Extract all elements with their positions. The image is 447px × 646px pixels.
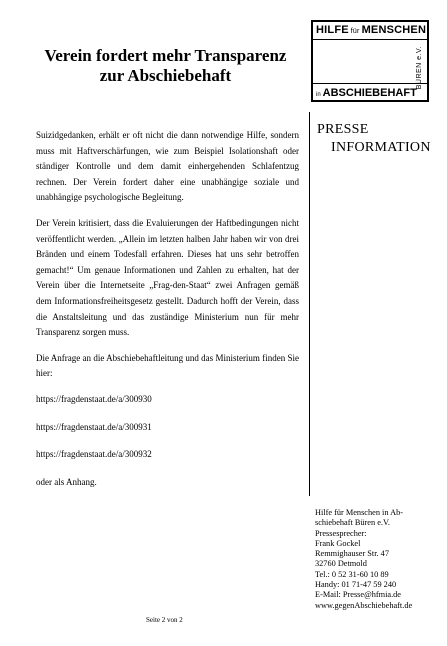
logo-word-hilfe: HILFE [316, 24, 349, 36]
logo-word-menschen: MENSCHEN [361, 24, 427, 36]
contact-email[interactable]: E-Mail: Presse@hfmia.de [315, 590, 401, 600]
request-link-1[interactable]: https://fragdenstaat.de/a/300930 [36, 393, 152, 404]
contact-role: Pressesprecher: [315, 528, 367, 538]
logo-rule-bottom [313, 83, 427, 84]
contact-website[interactable]: www.gegenAbschiebehaft.de [315, 600, 413, 610]
request-link-2[interactable]: https://fragdenstaat.de/a/300931 [36, 421, 152, 432]
organization-logo [311, 20, 429, 102]
paragraph-1: Suizidgedanken, erhält er oft nicht die dann notwendige Hilfe, sondern muss mit Haftverschärfungen, wie zum Beispiel Isolationshaft oder ständiger Kontrolle und dem damit einhergehenden Schlafentzug rechnen. Der Verein fordert daher eine unabhängige soziale und unabhängige psychologische Begleitung. [36, 130, 299, 203]
press-label-line-1: PRESSE [317, 122, 369, 137]
logo-bottom-text [316, 87, 417, 99]
logo-vertical-text: BÜREN e.V. [416, 46, 423, 90]
contact-city: 32760 Detmold [315, 559, 367, 569]
contact-block [315, 508, 443, 611]
contact-org-line-1: Hilfe für Menschen in Ab- [315, 508, 404, 517]
page-number: Seite 2 von 2 [146, 616, 183, 624]
request-link-3[interactable]: https://fragdenstaat.de/a/300932 [36, 449, 152, 460]
headline-line-2: zur Abschiebehaft [99, 66, 232, 85]
article-body [36, 128, 299, 500]
logo-word-abschiebehaft: ABSCHIEBEHAFT [322, 87, 417, 99]
press-label-line-2: INFORMATION [331, 140, 431, 155]
sidebar-divider [309, 112, 310, 496]
paragraph-4: oder als Anhang. [36, 476, 97, 487]
contact-mobile: Handy: 01 71-47 59 240 [315, 580, 397, 590]
logo-top-text [316, 24, 426, 36]
paragraph-2: Der Verein kritisiert, dass die Evaluierungen der Haftbedingungen nicht veröffentlicht werden. „Allein im letzten halben Jahr haben wir von drei Bränden und einem Todesfall erfahren. Dieses hat uns sehr betroffen gemacht!“ Um genaue Informationen und Zahlen zu erhalten, hat der Verein über die Internetseite „Frag-den-Staat“ zwei Anfragen gemäß dem Informationsfreiheitsgesetz gestellt. Dadurch hofft der Verein, dass die Anstaltsleitung und das zuständige Ministerium nun für mehr Transparenz sorgen muss. [36, 217, 299, 338]
press-information-label [317, 121, 445, 157]
logo-rule-top [313, 39, 427, 40]
headline [28, 46, 303, 86]
logo-word-fuer: für [350, 28, 360, 35]
paragraph-3: Die Anfrage an die Abschiebehaftleitung und das Ministerium finden Sie hier: [36, 352, 299, 379]
contact-org-line-2: schiebehaft Büren e.V. [315, 518, 390, 528]
headline-line-1: Verein fordert mehr Transparenz [44, 46, 287, 65]
logo-word-in: in [316, 92, 321, 98]
contact-street: Remmighauser Str. 47 [315, 549, 389, 559]
contact-phone: Tel.: 0 52 31-60 10 89 [315, 569, 389, 579]
contact-name: Frank Gockel [315, 538, 361, 548]
